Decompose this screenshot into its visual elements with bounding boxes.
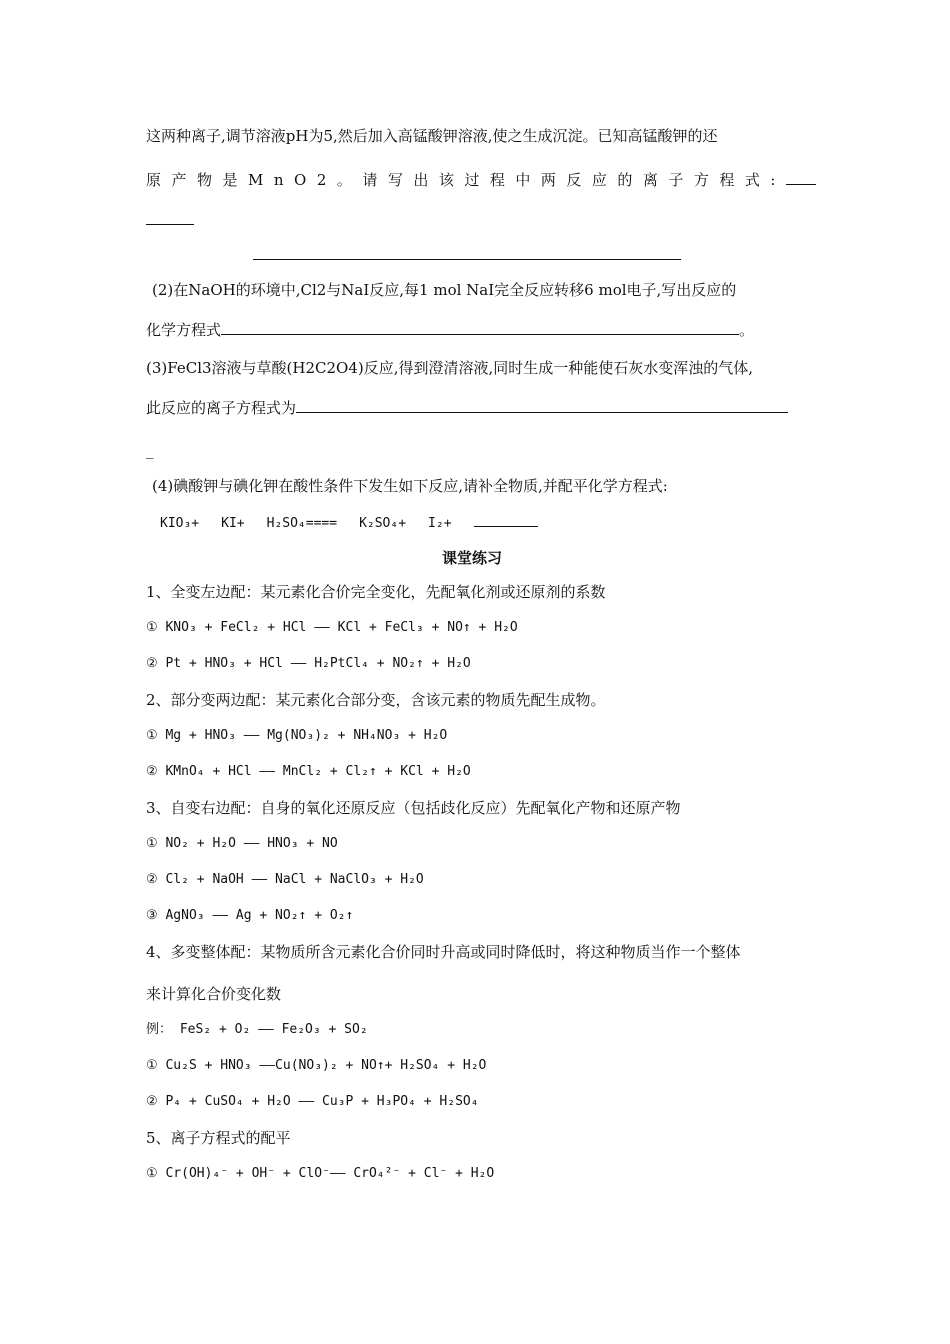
s1-eq2: ② Pt + HNO₃ + HCl —— H₂PtCl₄ + NO₂↑ + H₂O	[146, 656, 471, 671]
s3-eq3: ③ AgNO₃ —— Ag + NO₂↑ + O₂↑	[146, 908, 354, 923]
eq-term: KI+	[221, 516, 245, 531]
eq-term: H₂SO₄====	[266, 516, 338, 531]
s1-eq1: ① KNO₃ + FeCl₂ + HCl —— KCl + FeCl₃ + NO↑ + H₂O	[146, 620, 518, 635]
p1-line1: 这两种离子,调节溶液pH为5,然后加入高锰酸钾溶液,使之生成沉淀。已知高锰酸钾的还	[146, 127, 718, 145]
s3-eq1: ① NO₂ + H₂O —— HNO₃ + NO	[146, 836, 338, 851]
s4-eq2: ② P₄ + CuSO₄ + H₂O —— Cu₃P + H₃PO₄ + H₂SO₄	[146, 1094, 479, 1109]
eq-term: K₂SO₄+	[359, 516, 407, 531]
eq-term: KIO₃+	[160, 516, 200, 531]
s3-head: 3、自变右边配：自身的氧化还原反应（包括歧化反应）先配氧化产物和还原产物	[146, 799, 681, 817]
s2-eq2: ② KMnO₄ + HCl —— MnCl₂ + Cl₂↑ + KCl + H₂O	[146, 764, 471, 779]
p3-line2	[146, 398, 788, 418]
p3-line3: _	[146, 441, 154, 459]
p2-line2-text: 化学方程式	[146, 321, 222, 339]
p4-line1: (4)碘酸钾与碘化钾在酸性条件下发生如下反应,请补全物质,并配平化学方程式:	[152, 477, 668, 495]
answer-blank-4[interactable]	[474, 512, 538, 527]
p1-line2	[146, 170, 816, 190]
p2-line2	[146, 320, 754, 340]
p3-line2-text: 此反应的离子方程式为	[146, 399, 297, 417]
answer-blank-2[interactable]	[221, 320, 739, 335]
section-title: 课堂练习	[442, 549, 503, 567]
p4-equation	[160, 512, 538, 532]
answer-blank-3[interactable]	[296, 398, 788, 413]
s4-head2: 来计算化合价变化数	[146, 985, 282, 1003]
answer-blank-1b[interactable]	[146, 224, 194, 225]
s4-eq1: ① Cu₂S + HNO₃ ——Cu(NO₃)₂ + NO↑+ H₂SO₄ + H₂O	[146, 1058, 487, 1073]
answer-blank-1c[interactable]	[253, 259, 681, 260]
p2-line1: (2)在NaOH的环境中,Cl2与NaI反应,每1 mol NaI完全反应转移6 mol电子,写出反应的	[152, 281, 737, 299]
s4-example: 例： FeS₂ + O₂ —— Fe₂O₃ + SO₂	[146, 1022, 368, 1037]
s2-head: 2、部分变两边配：某元素化合部分变，含该元素的物质先配生成物。	[146, 691, 606, 709]
p3-line1: (3)FeCl3溶液与草酸(H2C2O4)反应,得到澄清溶液,同时生成一种能使石灰水变浑浊的气体,	[146, 359, 754, 377]
s5-head: 5、离子方程式的配平	[146, 1129, 291, 1147]
s3-eq2: ② Cl₂ + NaOH —— NaCl + NaClO₃ + H₂O	[146, 872, 424, 887]
answer-blank-1a[interactable]	[786, 170, 816, 185]
s5-eq1: ① Cr(OH)₄⁻ + OH⁻ + ClO⁻—— CrO₄²⁻ + Cl⁻ + H₂O	[146, 1166, 495, 1181]
s4-head: 4、多变整体配：某物质所含元素化合价同时升高或同时降低时，将这种物质当作一个整体	[146, 943, 741, 961]
eq-term: I₂+	[428, 516, 452, 531]
s1-head: 1、全变左边配：某元素化合价完全变化，先配氧化剂或还原剂的系数	[146, 583, 606, 601]
s2-eq1: ① Mg + HNO₃ —— Mg(NO₃)₂ + NH₄NO₃ + H₂O	[146, 728, 448, 743]
p1-line2-text: 原产物是MnO2。请写出该过程中两反应的离子方程式:	[146, 171, 786, 189]
p2-line2-end: 。	[739, 321, 755, 339]
